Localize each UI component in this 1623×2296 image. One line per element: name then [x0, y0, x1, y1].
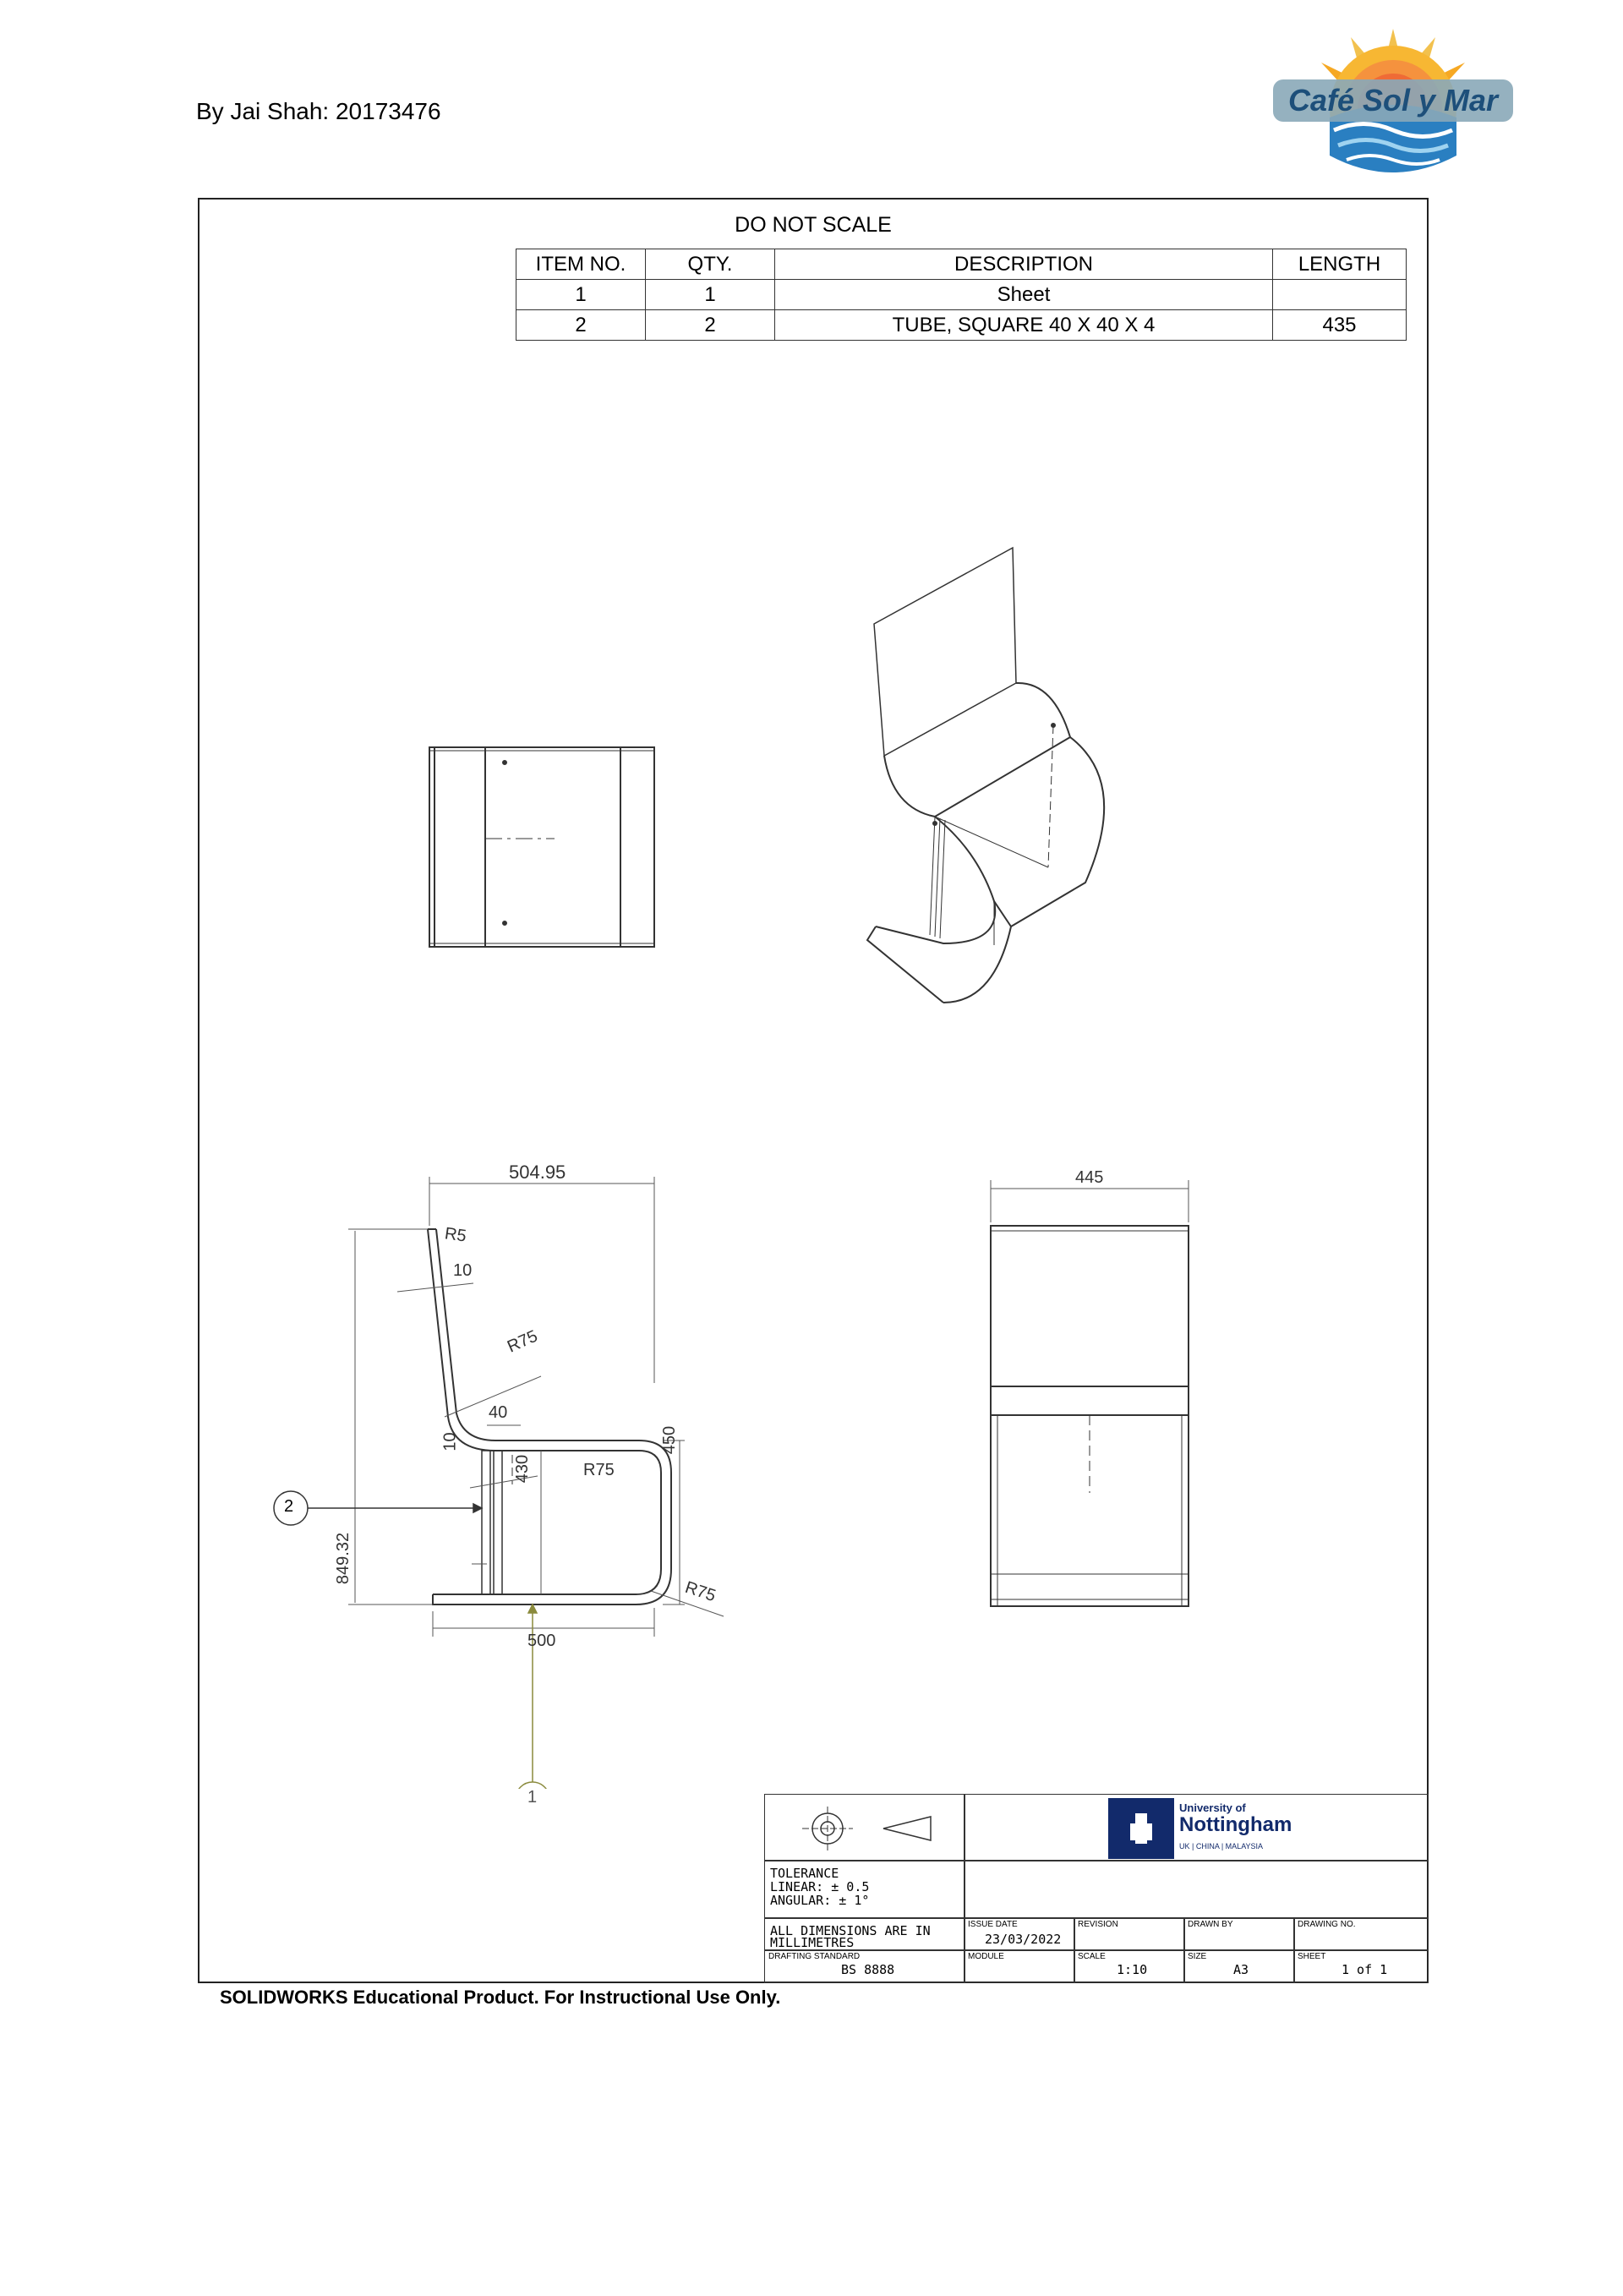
dim-500: 500 [527, 1632, 556, 1650]
bom-cell: 1 [516, 280, 646, 310]
side-view-dimensions [348, 1177, 724, 1637]
dim-849-32: 849.32 [334, 1532, 353, 1585]
dim-445: 445 [1075, 1168, 1104, 1187]
dim-r75a: R75 [504, 1326, 541, 1357]
top-view [429, 747, 654, 947]
bom-cell: 435 [1273, 310, 1407, 341]
sheet-cell [1293, 1949, 1429, 1983]
drawing-sheet [198, 198, 1429, 1983]
drafting-label: DRAFTING STANDARD [768, 1952, 861, 1961]
bom-cell: 1 [646, 280, 775, 310]
size-value: A3 [1233, 1962, 1249, 1977]
bom-header-qty: QTY. [646, 249, 775, 280]
university-of-label: University of [1179, 1801, 1246, 1814]
tolerance-label: TOLERANCE [770, 1866, 839, 1881]
dim-r75b: R75 [583, 1461, 615, 1479]
scale-label: SCALE [1078, 1952, 1106, 1961]
third-angle-projection-icon [765, 1795, 966, 1862]
size-label: SIZE [1188, 1952, 1207, 1961]
cafe-logo [1266, 12, 1520, 181]
scale-cell [1074, 1949, 1185, 1983]
bom-header-length: LENGTH [1273, 249, 1407, 280]
bom-header-item: ITEM NO. [516, 249, 646, 280]
sheet-value: 1 of 1 [1342, 1962, 1388, 1977]
university-logo-cell [964, 1794, 1429, 1861]
balloon-1-label: 1 [527, 1788, 538, 1807]
revision-label: REVISION [1078, 1920, 1118, 1929]
solidworks-footer: SOLIDWORKS Educational Product. For Instructional Use Only. [220, 1987, 781, 2008]
university-name: Nottingham [1179, 1813, 1292, 1836]
drawing-no-label: DRAWING NO. [1298, 1920, 1356, 1929]
logo-text: Café Sol y Mar [1287, 83, 1499, 118]
dim-450: 450 [660, 1425, 680, 1455]
size-cell [1183, 1949, 1295, 1983]
balloon-2-label: 2 [284, 1497, 294, 1516]
dim-40: 40 [489, 1403, 508, 1422]
units-line-1: ALL DIMENSIONS ARE IN [770, 1923, 931, 1938]
issue-date-value: 23/03/2022 [985, 1932, 1062, 1947]
dim-r5: R5 [443, 1224, 468, 1246]
drawn-by-label: DRAWN BY [1188, 1920, 1233, 1929]
blank-cell [964, 1860, 1429, 1919]
dim-r75c: R75 [682, 1577, 719, 1606]
units-line-2: MILLIMETRES [770, 1935, 855, 1950]
bom-cell: 2 [516, 310, 646, 341]
revision-cell [1074, 1917, 1185, 1951]
module-label: MODULE [968, 1952, 1004, 1961]
sheet-label: SHEET [1298, 1952, 1326, 1961]
projection-cell [764, 1794, 965, 1861]
dim-10a: 10 [453, 1261, 473, 1280]
bom-cell: TUBE, SQUARE 40 X 40 X 4 [775, 310, 1273, 341]
title-block [764, 1794, 1429, 1983]
bom-cell: Sheet [775, 280, 1273, 310]
issue-date-cell [964, 1917, 1075, 1951]
side-view [428, 1229, 671, 1604]
module-cell [964, 1949, 1075, 1983]
bom-header-description: DESCRIPTION [775, 249, 1273, 280]
tolerance-linear: LINEAR: ± 0.5 [770, 1879, 870, 1894]
tolerance-angular: ANGULAR: ± 1° [770, 1893, 870, 1908]
campus-label: UK | CHINA | MALAYSIA [1179, 1842, 1264, 1850]
university-crest-icon [1108, 1798, 1174, 1859]
scale-value: 1:10 [1117, 1962, 1148, 1977]
drawn-by-cell [1183, 1917, 1295, 1951]
front-view [991, 1226, 1189, 1606]
drafting-cell [764, 1949, 965, 1983]
bom-cell: 2 [646, 310, 775, 341]
dim-430: 430 [513, 1454, 533, 1484]
tolerance-cell [764, 1860, 965, 1919]
author-line: By Jai Shah: 20173476 [196, 98, 441, 124]
do-not-scale-note: DO NOT SCALE [735, 213, 892, 237]
dim-10b: 10 [440, 1432, 460, 1451]
issue-date-label: ISSUE DATE [968, 1920, 1018, 1929]
units-cell [764, 1917, 965, 1951]
drawing-views [199, 200, 1427, 1789]
dim-504-95: 504.95 [509, 1162, 566, 1183]
balloon-2 [274, 1491, 482, 1525]
drawing-no-cell [1293, 1917, 1429, 1951]
drafting-value: BS 8888 [841, 1962, 895, 1977]
isometric-view [867, 548, 1104, 1003]
